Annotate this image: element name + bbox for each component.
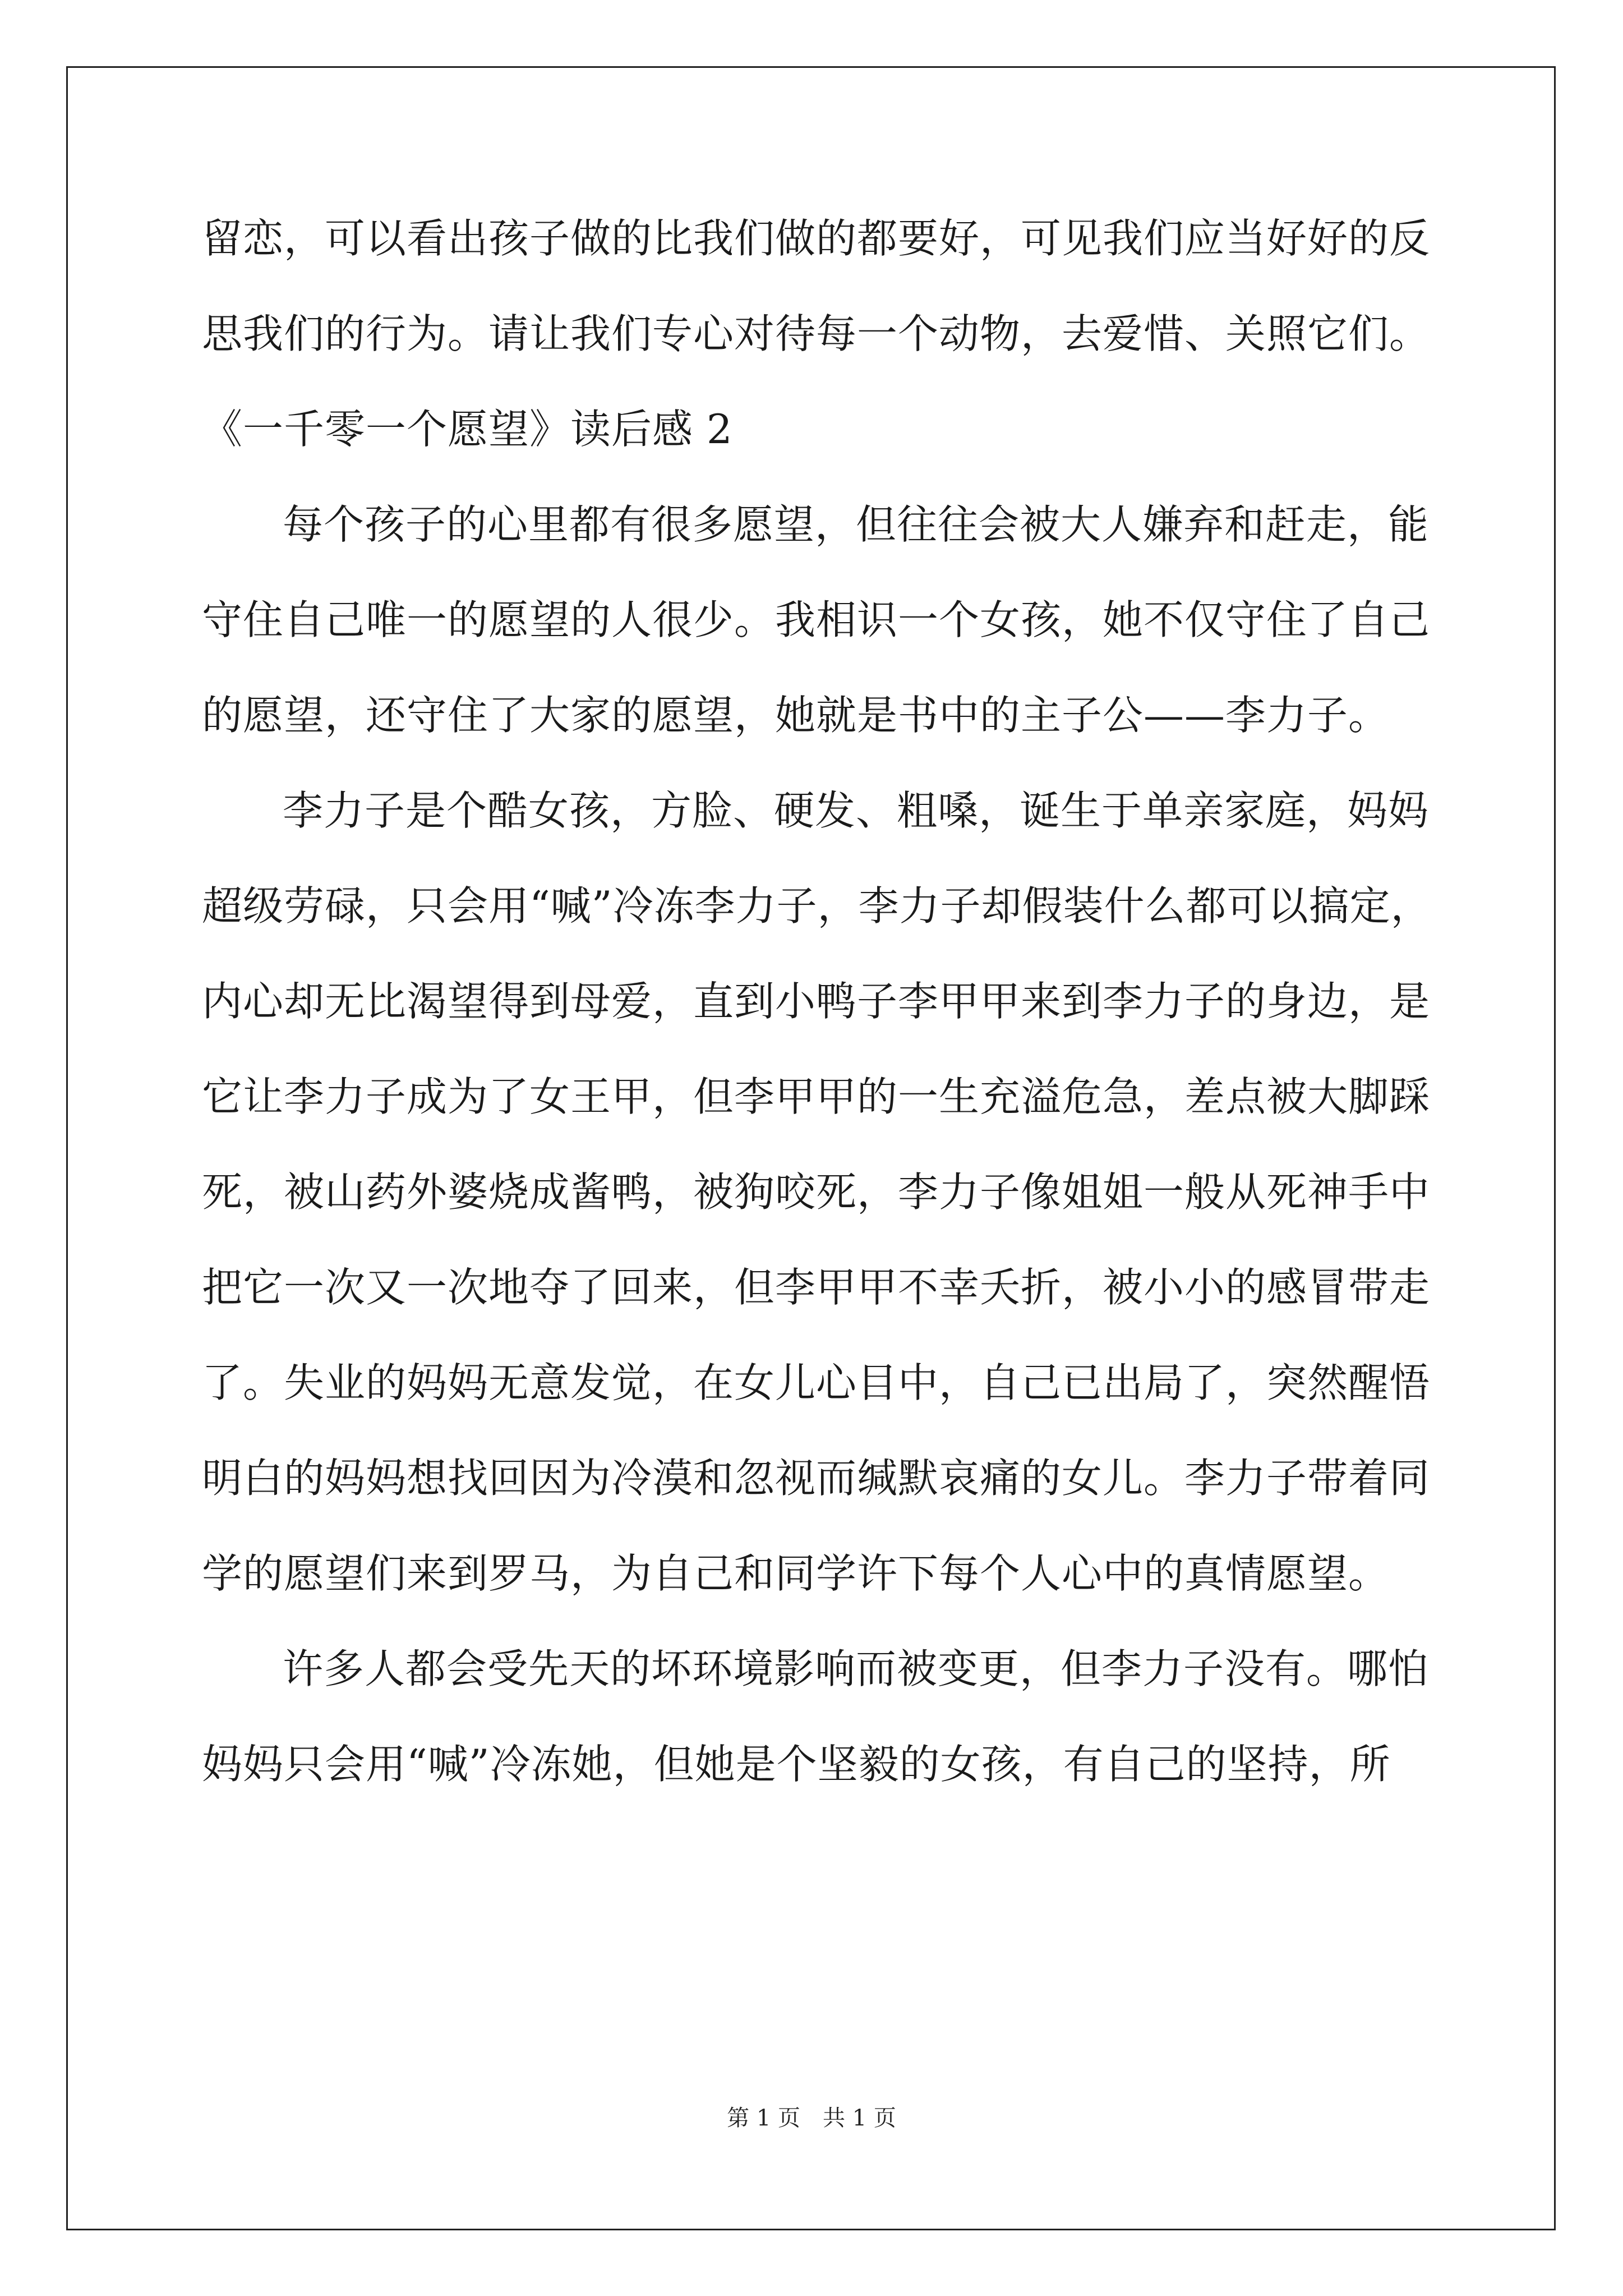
- body-line: 守住自己唯一的愿望的人很少。我相识一个女孩，她不仅守住了自己: [202, 596, 1431, 643]
- body-line: 超级劳碌，只会用“喊”冷冻李力子，李力子却假装什么都可以搞定，: [202, 882, 1432, 930]
- body-line: 内心却无比渴望得到母爱，直到小鸭子李甲甲来到李力子的身边，是: [202, 978, 1431, 1025]
- section-heading: 《一千零一个愿望》读后感 2: [202, 406, 733, 453]
- body-line: 把它一次又一次地夺了回来，但李甲甲不幸夭折，被小小的感冒带走: [202, 1264, 1431, 1311]
- page-footer: 第 1 页 共 1 页: [727, 2105, 896, 2131]
- document-body: [202, 213, 1436, 2064]
- body-line: 明白的妈妈想找回因为冷漠和忽视而缄默哀痛的女儿。李力子带着同: [202, 1455, 1431, 1502]
- body-line: 的愿望，还守住了大家的愿望，她就是书中的主子公——李力子。: [202, 692, 1390, 739]
- body-line: 留恋，可以看出孩子做的比我们做的都要好，可见我们应当好好的反: [202, 215, 1431, 262]
- body-line: 死，被山药外婆烧成酱鸭，被狗咬死，李力子像姐姐一般从死神手中: [202, 1168, 1431, 1216]
- paragraph-first-line: 李力子是个酷女孩，方脸、硬发、粗嗓，诞生于单亲家庭，妈妈: [283, 787, 1430, 834]
- paragraph-first-line: 许多人都会受先天的坏环境影响而被变更，但李力子没有。哪怕: [283, 1645, 1430, 1692]
- body-line: 它让李力子成为了女王甲，但李甲甲的一生充溢危急，差点被大脚踩: [202, 1073, 1431, 1120]
- paragraph-first-line: 每个孩子的心里都有很多愿望，但往往会被大人嫌弃和赶走，能: [283, 501, 1430, 548]
- body-line: 学的愿望们来到罗马，为自己和同学许下每个人心中的真情愿望。: [202, 1550, 1390, 1597]
- body-line: 思我们的行为。请让我们专心对待每一个动物，去爱惜、关照它们。: [202, 310, 1431, 357]
- body-line: 妈妈只会用“喊”冷冻她，但她是个坚毅的女孩，有自己的坚持，所: [202, 1741, 1391, 1788]
- body-line: 了。失业的妈妈无意发觉，在女儿心目中，自己已出局了，突然醒悟: [202, 1359, 1431, 1406]
